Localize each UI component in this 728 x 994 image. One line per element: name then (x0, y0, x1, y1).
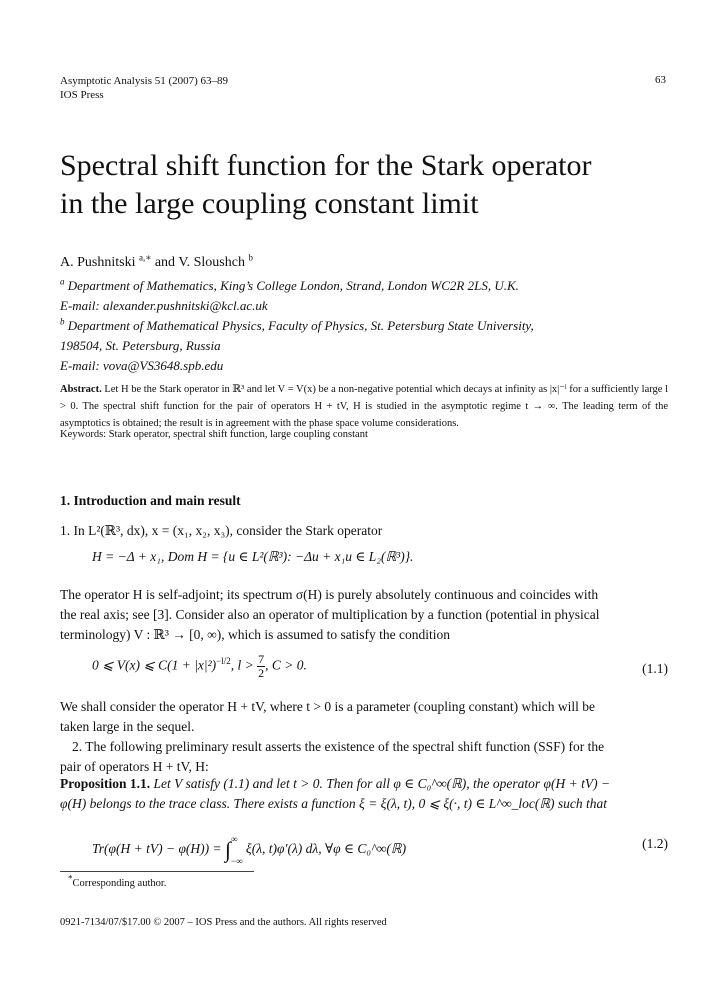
affil-a-mark: a (60, 276, 65, 287)
author-1: A. Pushnitski (60, 255, 136, 270)
equation-1-2 (92, 828, 406, 872)
copyright-line: 0921-7134/07/$17.00 © 2007 – IOS Press and the authors. All rights reserved (60, 917, 387, 928)
abstract-label: Abstract. (60, 384, 102, 395)
integral-upper: ∞ (231, 834, 238, 844)
equation-1-1-left: 0 ⩽ V(x) ⩽ C(1 + |x|²) (92, 657, 217, 673)
paragraph-1: 1. In L²(ℝ³, dx), x = (x₁, x₂, x₃), consider the Stark operator (60, 523, 383, 538)
paragraph-2 (60, 585, 668, 645)
affiliations (60, 276, 680, 376)
affil-a-email: E-mail: alexander.pushnitski@kcl.ac.uk (60, 298, 268, 313)
abstract (60, 381, 668, 432)
abstract-text: Let H be the Stark operator in ℝ³ and let V = V(x) be a non-negative potential which decays at infinity as |x|⁻ˡ for a sufficiently large l > 0. The spectral shift function for the pair of operators H + tV, H is studied in the asymptotic regime t → ∞. The leading term of the asymptotics is obtained; the result is in agreement with the phase space volume considerations. (60, 384, 668, 429)
equation-1-1-tag: (1.1) (642, 661, 668, 676)
fraction-denominator: 2 (258, 666, 265, 680)
paragraph-2-line-2: the real axis; see [3]. Consider also an operator of multiplication by a function (potential in physical (60, 607, 600, 622)
proposition-label: Proposition 1.1. (60, 776, 151, 791)
affil-b-email: E-mail: vova@VS3648.spb.edu (60, 358, 224, 373)
author-1-marks: a,∗ (138, 252, 152, 263)
affil-b-mark: b (60, 316, 65, 327)
paragraph-2-line-3: terminology) V : ℝ³ → [0, ∞), which is assumed to satisfy the condition (60, 627, 450, 642)
equation-stark-text: H = −Δ + x₁, Dom H = {u ∈ L²(ℝ³): −Δu + x₁u ∈ L₂(ℝ³)}. (92, 549, 414, 564)
equation-1-1-mid: , l > (230, 657, 254, 673)
authors (60, 252, 253, 271)
author-2-marks: b (248, 252, 253, 263)
footnote-text: Corresponding author. (72, 878, 167, 889)
title-line-1: Spectral shift function for the Stark operator (60, 149, 592, 182)
keywords: Keywords: Stark operator, spectral shift function, large coupling constant (60, 429, 368, 440)
footnote-rule (60, 871, 254, 872)
equation-stark (92, 549, 414, 565)
paragraph-3 (60, 697, 668, 777)
fraction-seven-halves (257, 653, 265, 680)
integral-lower: −∞ (231, 856, 243, 866)
equation-1-2-tag: (1.2) (642, 836, 668, 851)
proposition-line-2: φ(H) belongs to the trace class. There exists a function ξ = ξ(λ, t), 0 ⩽ ξ(·, t) ∈ L^∞_loc(ℝ) such that (60, 796, 608, 811)
publisher: IOS Press (60, 89, 104, 101)
equation-1-1-right: , C > 0. (265, 657, 307, 673)
proposition-1-1 (60, 774, 668, 814)
author-2: V. Sloushch (178, 255, 245, 270)
affil-a: Department of Mathematics, King’s College London, Strand, London WC2R 2LS, U.K. (67, 278, 519, 293)
integral-limits (231, 828, 243, 872)
page-number: 63 (655, 74, 666, 86)
footnote (68, 873, 167, 889)
section-heading: 1. Introduction and main result (60, 493, 241, 508)
author-and: and (154, 255, 176, 270)
journal-citation: Asymptotic Analysis 51 (2007) 63–89 (60, 75, 229, 87)
fraction-numerator: 7 (258, 652, 265, 666)
running-header (60, 74, 228, 102)
equation-1-2-right: ξ(λ, t)φ′(λ) dλ, ∀φ ∈ C₀^∞(ℝ) (245, 841, 407, 857)
affil-b-line-1: Department of Mathematical Physics, Faculty of Physics, St. Petersburg State University, (67, 318, 534, 333)
equation-1-2-left: Tr(φ(H + tV) − φ(H)) = (92, 841, 222, 857)
paragraph-3-line-2: taken large in the sequel. (60, 719, 195, 734)
paragraph-4-line-1: 2. The following preliminary result asserts the existence of the spectral shift function (SSF) for the (72, 739, 605, 754)
proposition-line-1: Let V satisfy (1.1) and let t > 0. Then for all φ ∈ C₀^∞(ℝ), the operator φ(H + tV) − (153, 776, 611, 791)
paragraph-2-line-1: The operator H is self-adjoint; its spectrum σ(H) is purely absolutely continuous and coincides with (60, 587, 599, 602)
footnote-mark: * (68, 873, 73, 884)
affil-b-line-2: 198504, St. Petersburg, Russia (60, 338, 221, 353)
equation-1-1-exponent: −l/2 (216, 656, 231, 667)
title-line-2: in the large coupling constant limit (60, 187, 479, 220)
equation-1-1 (92, 653, 307, 680)
paper-title (60, 147, 680, 223)
paragraph-4-line-2: pair of operators H + tV, H: (60, 759, 209, 774)
integral-sign: ∫ (225, 837, 232, 862)
paragraph-3-line-1: We shall consider the operator H + tV, where t > 0 is a parameter (coupling constant) which will be (60, 699, 595, 714)
